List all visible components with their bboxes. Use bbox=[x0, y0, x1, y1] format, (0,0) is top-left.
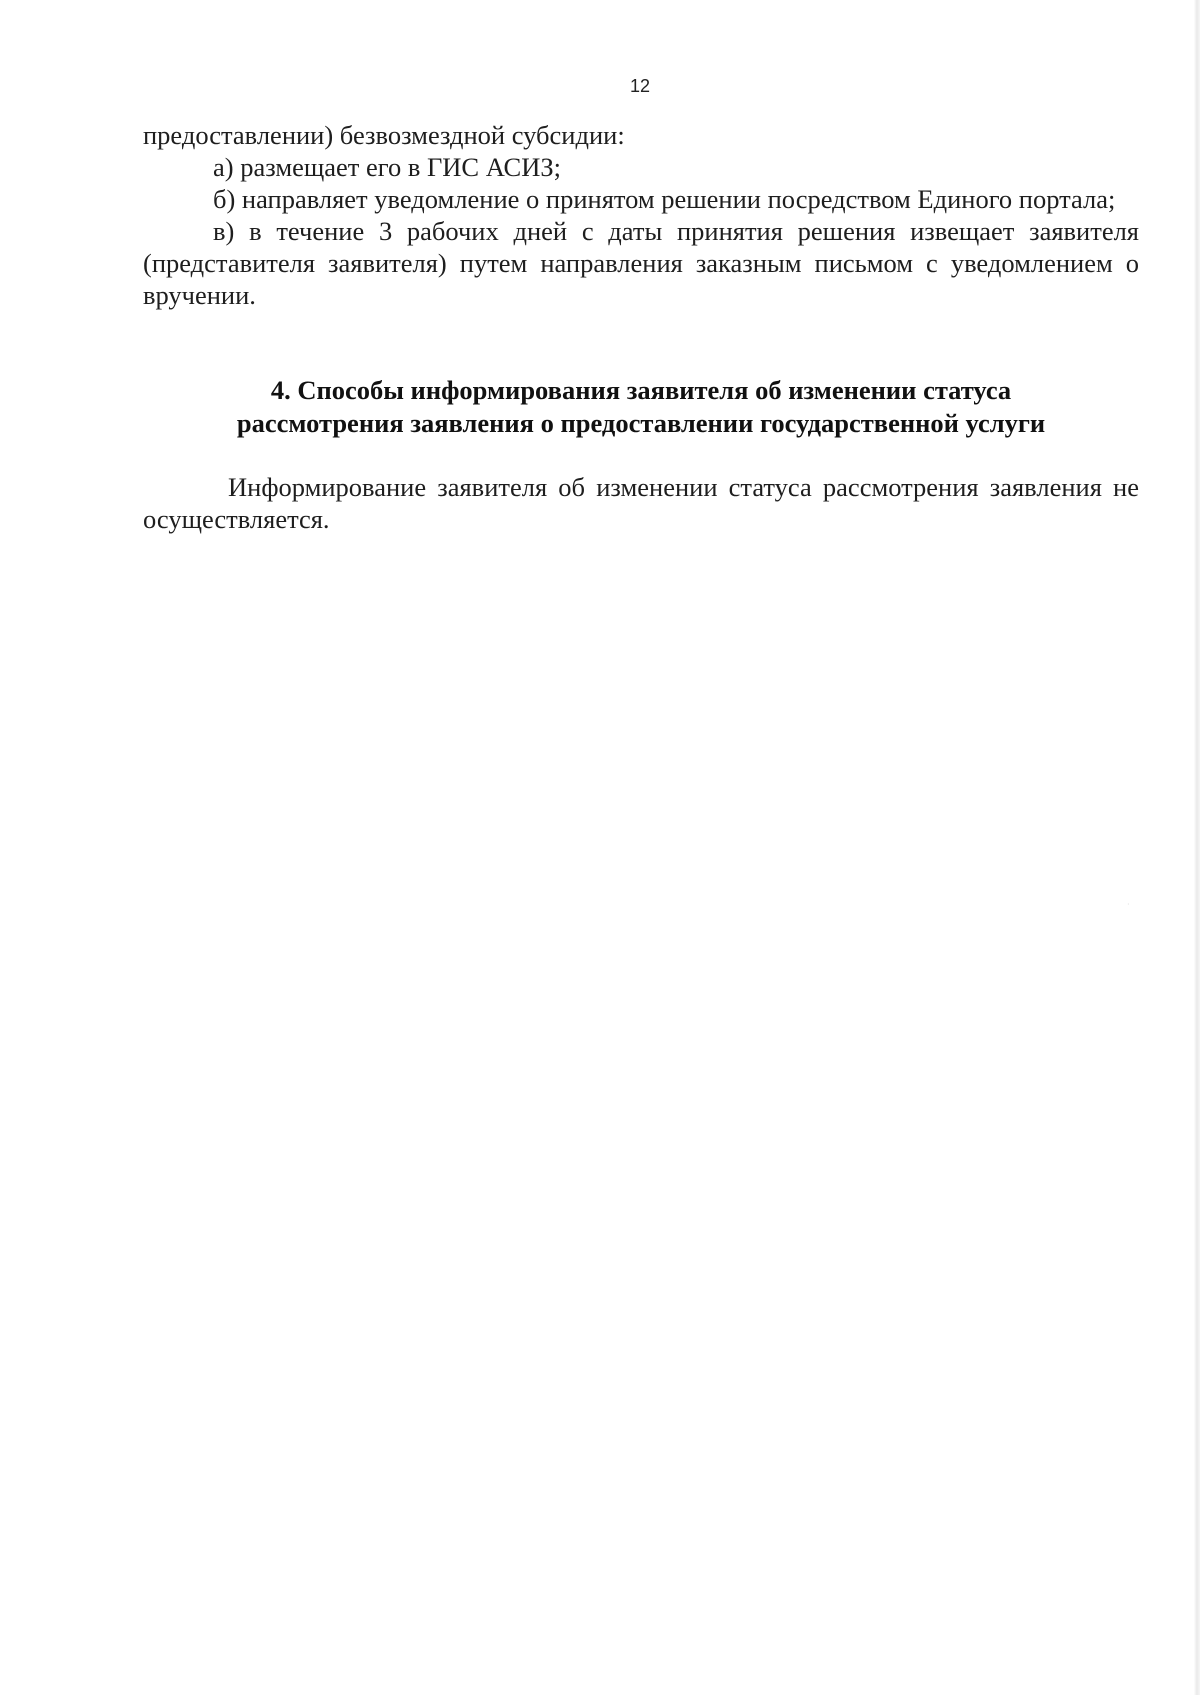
section-heading-line-2: рассмотрения заявления о предоставлении государственной услуги bbox=[236, 408, 1046, 438]
scan-speck: · bbox=[1127, 900, 1130, 909]
list-item-c: в) в течение 3 рабочих дней с даты принятия решения извещает заявителя (представителя заявителя) путем направления заказным письмом с уведомлением о вручении. bbox=[143, 216, 1139, 310]
section-paragraph: Информирование заявителя об изменении статуса рассмотрения заявления не осуществляется. bbox=[143, 472, 1139, 534]
list-item-b: б) направляет уведомление о принятом решении посредством Единого портала; bbox=[213, 184, 1116, 214]
section-body bbox=[143, 471, 1139, 535]
decision-actions-block bbox=[143, 119, 1139, 311]
section-heading bbox=[143, 374, 1139, 440]
section-heading-line-1: 4. Способы информирования заявителя об изменении статуса bbox=[270, 375, 1012, 405]
page-number: 12 bbox=[629, 76, 651, 96]
continuation-line: предоставлении) безвозмездной субсидии: bbox=[143, 120, 625, 150]
list-item-a: а) размещает его в ГИС АСИЗ; bbox=[213, 152, 561, 182]
